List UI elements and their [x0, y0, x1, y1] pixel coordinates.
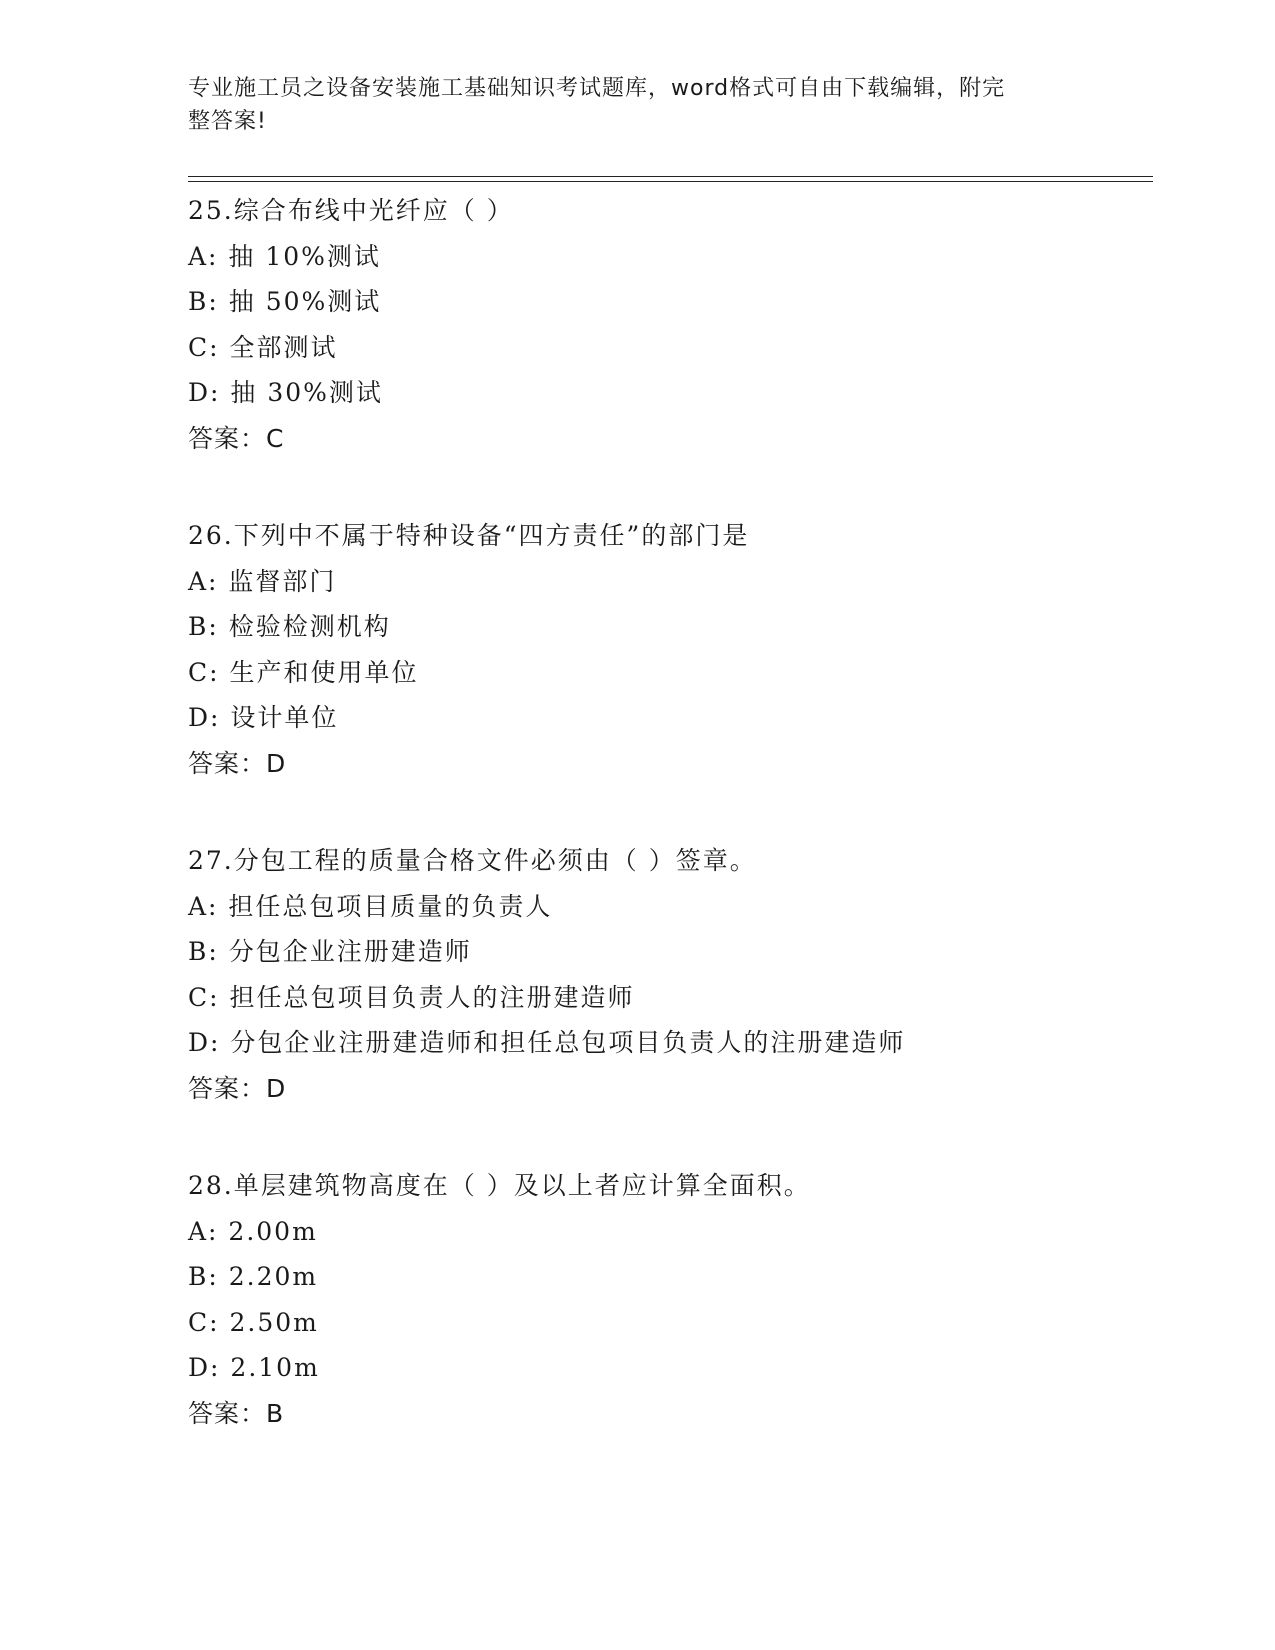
option-c: C: 生产和使用单位 — [188, 657, 419, 687]
question-title: 28.单层建筑物高度在（ ）及以上者应计算全面积。 — [188, 1171, 811, 1200]
question-title: 26.下列中不属于特种设备“四方责任”的部门是 — [188, 521, 750, 550]
page-header — [188, 72, 1088, 138]
question-25 — [188, 188, 1153, 461]
question-26 — [188, 513, 1153, 786]
option-a: A: 2.00m — [188, 1216, 318, 1246]
answer: 答案：C — [188, 423, 285, 453]
option-c: C: 2.50m — [188, 1307, 319, 1337]
header-line-1: 专业施工员之设备安装施工基础知识考试题库，word格式可自由下载编辑，附完 — [188, 76, 1006, 101]
option-a: A: 担任总包项目质量的负责人 — [188, 891, 553, 921]
answer: 答案：B — [188, 1398, 285, 1428]
option-b: B: 检验检测机构 — [188, 612, 391, 641]
answer: 答案：D — [188, 748, 287, 778]
question-27 — [188, 838, 1153, 1111]
option-b: B: 分包企业注册建造师 — [188, 937, 472, 966]
question-title: 27.分包工程的质量合格文件必须由（ ）签章。 — [188, 846, 757, 875]
option-a: A: 抽 10%测试 — [188, 241, 381, 271]
header-divider — [188, 176, 1153, 177]
question-title: 25.综合布线中光纤应（ ） — [188, 196, 514, 225]
option-d: D: 2.10m — [188, 1353, 320, 1382]
question-28 — [188, 1163, 1153, 1436]
option-a: A: 监督部门 — [188, 566, 337, 596]
option-c: C: 担任总包项目负责人的注册建造师 — [188, 982, 635, 1012]
option-d: D: 分包企业注册建造师和担任总包项目负责人的注册建造师 — [188, 1028, 906, 1057]
header-line-2: 整答案! — [188, 109, 267, 134]
question-list — [188, 188, 1153, 1488]
option-c: C: 全部测试 — [188, 332, 338, 362]
option-b: B: 抽 50%测试 — [188, 287, 382, 316]
option-b: B: 2.20m — [188, 1262, 319, 1291]
answer: 答案：D — [188, 1073, 287, 1103]
option-d: D: 设计单位 — [188, 703, 339, 732]
option-d: D: 抽 30%测试 — [188, 378, 383, 407]
header-divider — [188, 181, 1153, 182]
